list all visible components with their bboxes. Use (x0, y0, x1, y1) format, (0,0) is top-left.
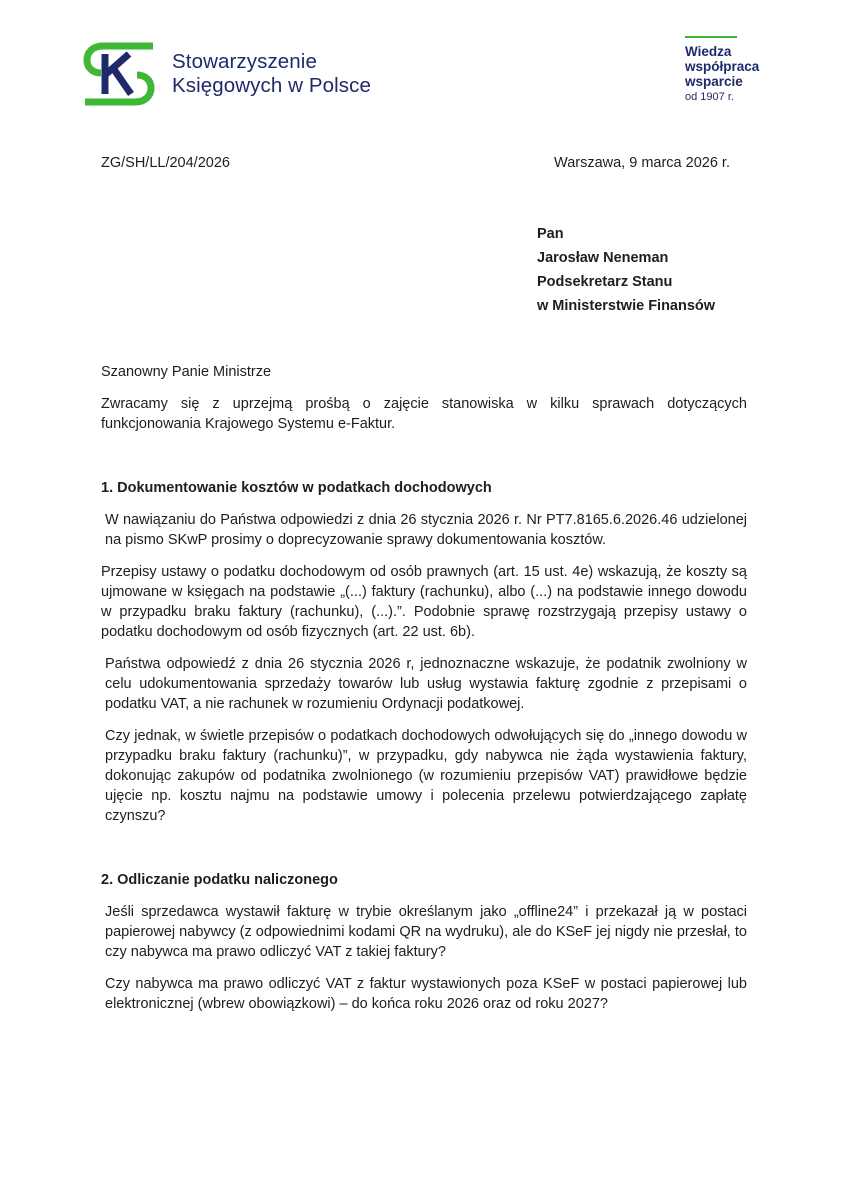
section-heading: 1. Dokumentowanie kosztów w podatkach dochodowych (101, 480, 492, 496)
recipient-line: Jarosław Neneman (537, 250, 669, 266)
founded-year: od 1907 r. (685, 91, 734, 103)
recipient-line: Pan (537, 226, 564, 242)
section-heading: 2. Odliczanie podatku naliczonego (101, 872, 338, 888)
organization-name (172, 50, 371, 98)
body-paragraph: Czy jednak, w świetle przepisów o podatkach dochodowych odwołujących się do „innego dowodu w przypadku braku faktury (rachunku)”, w przypadku, gdy nabywca nie żąda wystawienia faktury, dokonując zakupów od podatnika zwolnionego (w rozumieniu przepisów VAT) prawidłowe będzie ujęcie np. kosztu najmu na podstawie umowy i polecenia przelewu potwierdzającego zapłatę czynszu? (105, 728, 747, 824)
recipient-line: Podsekretarz Stanu (537, 274, 673, 290)
place-date: Warszawa, 9 marca 2026 r. (554, 155, 730, 171)
tagline-line: wsparcie (685, 74, 743, 89)
organization-name-line2: Księgowych w Polsce (172, 74, 372, 97)
tagline-line: współpraca (685, 59, 760, 74)
body-paragraph: W nawiązaniu do Państwa odpowiedzi z dnia 26 stycznia 2026 r. Nr PT7.8165.6.2026.46 udzielonej na pismo SKwP prosimy o doprecyzowanie sprawy dokumentowania kosztów. (105, 512, 747, 548)
recipient-block (537, 222, 715, 318)
tagline-divider (685, 36, 737, 38)
intro-paragraph: Zwracamy się z uprzejmą prośbą o zajęcie stanowiska w kilku sprawach dotyczących funkcjonowania Krajowego Systemu e-Faktur. (101, 396, 747, 432)
salutation: Szanowny Panie Ministrze (101, 364, 272, 380)
sk-logo-icon (83, 42, 155, 106)
body-paragraph: Jeśli sprzedawca wystawił fakturę w trybie określanym jako „offline24” i przekazał ją w postaci papierowej nabywcy (z odpowiednimi kodami QR na wydruku), ale do KSeF jej nigdy nie przesłał, to czy nabywca ma prawo odliczyć VAT z takiej faktury? (105, 904, 747, 960)
tagline-line: Wiedza (685, 44, 732, 59)
tagline (685, 36, 759, 105)
body-paragraph: Państwa odpowiedź z dnia 26 stycznia 2026 r, jednoznaczne wskazuje, że podatnik zwolniony w celu udokumentowania sprzedaży towarów lub usług wystawia fakturę zgodnie z przepisami o podatku VAT, a nie rachunek w rozumieniu Ordynacji podatkowej. (105, 656, 747, 712)
organization-name-line1: Stowarzyszenie (172, 50, 317, 73)
body-paragraph: Przepisy ustawy o podatku dochodowym od osób prawnych (art. 15 ust. 4e) wskazują, że koszty są ujmowane w księgach na podstawie „(...) faktury (rachunku), albo (...) na podstawie innego dowodu w przypadku braku faktury (rachunku), (...).”. Podobnie sprawę rozstrzygają przepisy ustawy o podatku dochodowym od osób fizycznych (art. 22 ust. 6b). (101, 564, 747, 640)
recipient-line: w Ministerstwie Finansów (537, 298, 716, 314)
letter-body (101, 362, 747, 1026)
reference-number: ZG/SH/LL/204/2026 (101, 155, 230, 171)
body-paragraph: Czy nabywca ma prawo odliczyć VAT z faktur wystawionych poza KSeF w postaci papierowej lub elektronicznej (wbrew obowiązkowi) – do końca roku 2026 oraz od roku 2027? (105, 976, 747, 1012)
